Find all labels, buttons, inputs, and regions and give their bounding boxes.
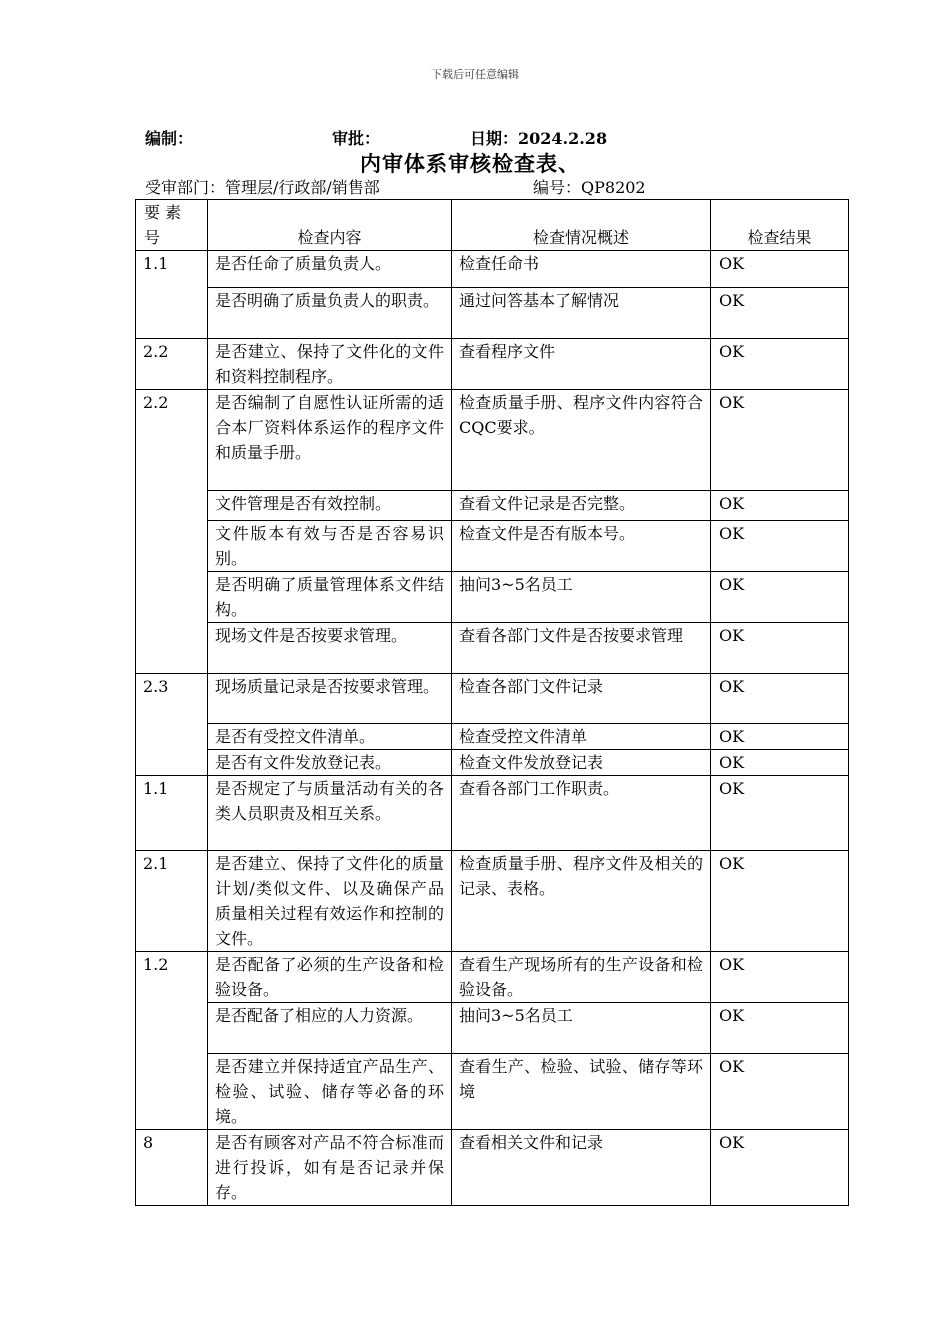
header-result: 检查结果 — [711, 200, 849, 251]
overview-cell: 查看程序文件 — [452, 339, 711, 390]
table-row — [136, 1130, 849, 1206]
table-row — [136, 724, 849, 750]
table-row — [136, 491, 849, 521]
overview-cell: 检查文件是否有版本号。 — [452, 521, 711, 572]
content-cell: 文件管理是否有效控制。 — [208, 491, 452, 521]
content-cell: 是否有文件发放登记表。 — [208, 750, 452, 776]
table-row — [136, 623, 849, 674]
result-cell: OK — [711, 1003, 849, 1054]
table-row — [136, 339, 849, 390]
result-cell: OK — [711, 288, 849, 339]
content-cell: 是否明确了质量负责人的职责。 — [208, 288, 452, 339]
content-cell: 是否有顾客对产品不符合标准而进行投诉，如有是否记录并保存。 — [208, 1130, 452, 1206]
header-overview: 检查情况概述 — [452, 200, 711, 251]
content-cell: 文件版本有效与否是否容易识别。 — [208, 521, 452, 572]
header-note: 下载后可任意编辑 — [431, 68, 519, 81]
table-row — [136, 390, 849, 491]
approved-by-label: 审批： — [332, 129, 381, 148]
table-row — [136, 288, 849, 339]
overview-cell: 检查质量手册、程序文件及相关的记录、表格。 — [452, 851, 711, 952]
content-cell: 是否规定了与质量活动有关的各类人员职责及相互关系。 — [208, 776, 452, 851]
document-title: 内审体系审核检查表、 — [360, 151, 580, 176]
result-cell: OK — [711, 674, 849, 724]
date-label: 日期：2024.2.28 — [470, 129, 608, 148]
result-cell: OK — [711, 952, 849, 1003]
result-cell: OK — [711, 491, 849, 521]
element-cell: 2.2 — [136, 390, 208, 674]
result-cell: OK — [711, 339, 849, 390]
content-cell: 是否配备了相应的人力资源。 — [208, 1003, 452, 1054]
result-cell: OK — [711, 390, 849, 491]
table-row — [136, 674, 849, 724]
content-cell: 是否任命了质量负责人。 — [208, 251, 452, 288]
table-row — [136, 952, 849, 1003]
content-cell: 是否建立、保持了文件化的文件和资料控制程序。 — [208, 339, 452, 390]
result-cell: OK — [711, 251, 849, 288]
overview-cell: 查看生产现场所有的生产设备和检验设备。 — [452, 952, 711, 1003]
element-cell: 1.1 — [136, 776, 208, 851]
element-cell: 8 — [136, 1130, 208, 1206]
overview-cell: 检查质量手册、程序文件内容符合CQC要求。 — [452, 390, 711, 491]
content-cell: 是否明确了质量管理体系文件结构。 — [208, 572, 452, 623]
result-cell: OK — [711, 1130, 849, 1206]
overview-cell: 检查各部门文件记录 — [452, 674, 711, 724]
content-cell: 现场质量记录是否按要求管理。 — [208, 674, 452, 724]
prepared-by-label: 编制： — [145, 129, 194, 148]
sub-line — [145, 175, 845, 197]
overview-cell: 通过问答基本了解情况 — [452, 288, 711, 339]
result-cell: OK — [711, 851, 849, 952]
element-cell: 1.2 — [136, 952, 208, 1130]
department-label: 受审部门：管理层/行政部/销售部 — [145, 178, 380, 197]
element-cell: 2.1 — [136, 851, 208, 952]
result-cell: OK — [711, 724, 849, 750]
element-cell: 2.2 — [136, 339, 208, 390]
overview-cell: 检查任命书 — [452, 251, 711, 288]
table-row — [136, 851, 849, 952]
table-row — [136, 521, 849, 572]
table-row — [136, 1003, 849, 1054]
table-header-row — [136, 200, 849, 251]
result-cell: OK — [711, 1054, 849, 1130]
audit-checklist-table — [135, 199, 849, 1206]
content-cell: 是否配备了必须的生产设备和检验设备。 — [208, 952, 452, 1003]
table-row — [136, 1054, 849, 1130]
header-content: 检查内容 — [208, 200, 452, 251]
overview-cell: 抽问3~5名员工 — [452, 572, 711, 623]
meta-line — [145, 126, 845, 148]
overview-cell: 查看相关文件和记录 — [452, 1130, 711, 1206]
overview-cell: 检查文件发放登记表 — [452, 750, 711, 776]
element-cell: 2.3 — [136, 674, 208, 776]
code-label: 编号：QP8202 — [533, 178, 646, 197]
table-row — [136, 572, 849, 623]
content-cell: 现场文件是否按要求管理。 — [208, 623, 452, 674]
table-row — [136, 776, 849, 851]
result-cell: OK — [711, 623, 849, 674]
content-cell: 是否编制了自愿性认证所需的适合本厂资料体系运作的程序文件和质量手册。 — [208, 390, 452, 491]
content-cell: 是否建立并保持适宜产品生产、检验、试验、储存等必备的环境。 — [208, 1054, 452, 1130]
result-cell: OK — [711, 750, 849, 776]
result-cell: OK — [711, 572, 849, 623]
overview-cell: 查看文件记录是否完整。 — [452, 491, 711, 521]
header-element: 要 素 号 — [136, 200, 208, 251]
overview-cell: 检查受控文件清单 — [452, 724, 711, 750]
content-cell: 是否建立、保持了文件化的质量计划/类似文件、以及确保产品质量相关过程有效运作和控制的文件。 — [208, 851, 452, 952]
result-cell: OK — [711, 521, 849, 572]
overview-cell: 查看各部门工作职责。 — [452, 776, 711, 851]
overview-cell: 查看生产、检验、试验、储存等环境 — [452, 1054, 711, 1130]
table-row — [136, 750, 849, 776]
overview-cell: 查看各部门文件是否按要求管理 — [452, 623, 711, 674]
content-cell: 是否有受控文件清单。 — [208, 724, 452, 750]
element-cell: 1.1 — [136, 251, 208, 339]
result-cell: OK — [711, 776, 849, 851]
overview-cell: 抽问3~5名员工 — [452, 1003, 711, 1054]
table-row — [136, 251, 849, 288]
